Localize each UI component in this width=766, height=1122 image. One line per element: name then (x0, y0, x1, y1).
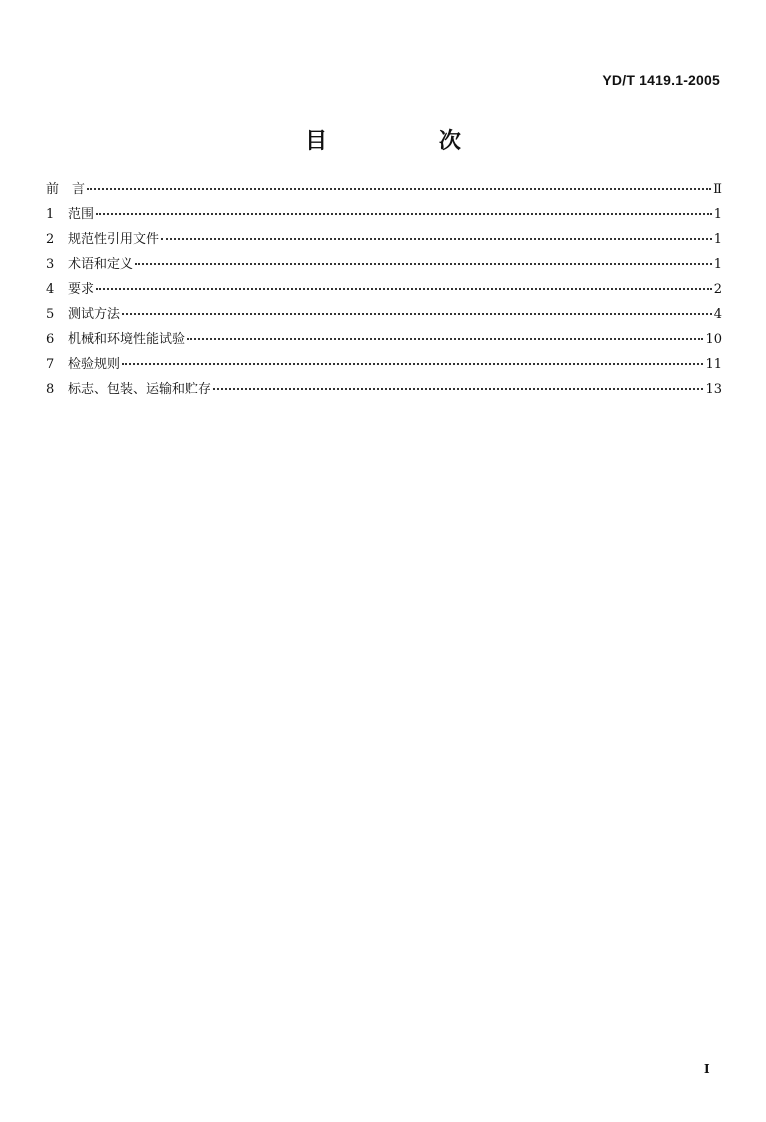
toc-entry-number: 8 (46, 382, 55, 397)
toc-entry-label: 术语和定义 (68, 257, 134, 272)
toc-entry-number: 6 (46, 332, 55, 347)
toc-entry-page: 11 (705, 357, 722, 372)
toc-entry-number: 5 (46, 307, 55, 322)
toc-entry-page: 1 (713, 207, 722, 222)
toc-leader-dots (161, 237, 712, 240)
toc-entry-5[interactable] (46, 303, 722, 328)
toc-entry-page: 1 (713, 232, 722, 247)
toc-entry-label: 检验规则 (68, 357, 121, 372)
toc-entry-number: 7 (46, 357, 55, 372)
toc-entry-6[interactable] (46, 328, 722, 353)
toc-entry-7[interactable] (46, 353, 722, 378)
toc-leader-dots (122, 312, 712, 315)
toc-entry-label: 测试方法 (68, 307, 121, 322)
toc-leader-dots (96, 212, 712, 215)
toc-entry-label: 标志、包装、运输和贮存 (68, 382, 212, 397)
toc-leader-dots (135, 262, 712, 265)
toc-entry-3[interactable] (46, 253, 722, 278)
toc-entry-2[interactable] (46, 228, 722, 253)
toc-entry-label: 规范性引用文件 (68, 232, 160, 247)
toc-entry-page: 10 (705, 332, 722, 347)
toc-leader-dots (187, 337, 703, 340)
toc-entry-page: 13 (705, 382, 722, 397)
toc-entry-label: 机械和环境性能试验 (68, 332, 186, 347)
toc-entry-label: 前 言 (46, 182, 86, 197)
toc-entry-label: 要求 (68, 282, 95, 297)
page-number: I (704, 1062, 710, 1076)
toc-leader-dots (122, 362, 703, 365)
toc-entry-page: 2 (713, 282, 722, 297)
standard-code: YD/T 1419.1-2005 (602, 72, 720, 88)
toc-leader-dots (213, 387, 703, 390)
toc-leader-dots (96, 287, 712, 290)
table-of-contents (46, 178, 722, 403)
toc-entry-page: 1 (713, 257, 722, 272)
toc-entry-number: 4 (46, 282, 55, 297)
toc-entry-label: 范围 (68, 207, 95, 222)
toc-entry-preface[interactable] (46, 178, 722, 203)
toc-entry-number: 1 (46, 207, 55, 222)
toc-entry-4[interactable] (46, 278, 722, 303)
toc-entry-1[interactable] (46, 203, 722, 228)
toc-entry-number: 2 (46, 232, 55, 247)
toc-entry-page: Ⅱ (713, 182, 722, 197)
toc-leader-dots (87, 187, 711, 190)
toc-entry-number: 3 (46, 257, 55, 272)
toc-entry-8[interactable] (46, 378, 722, 403)
toc-entry-page: 4 (713, 307, 722, 322)
page-title: 目 次 (305, 129, 513, 154)
